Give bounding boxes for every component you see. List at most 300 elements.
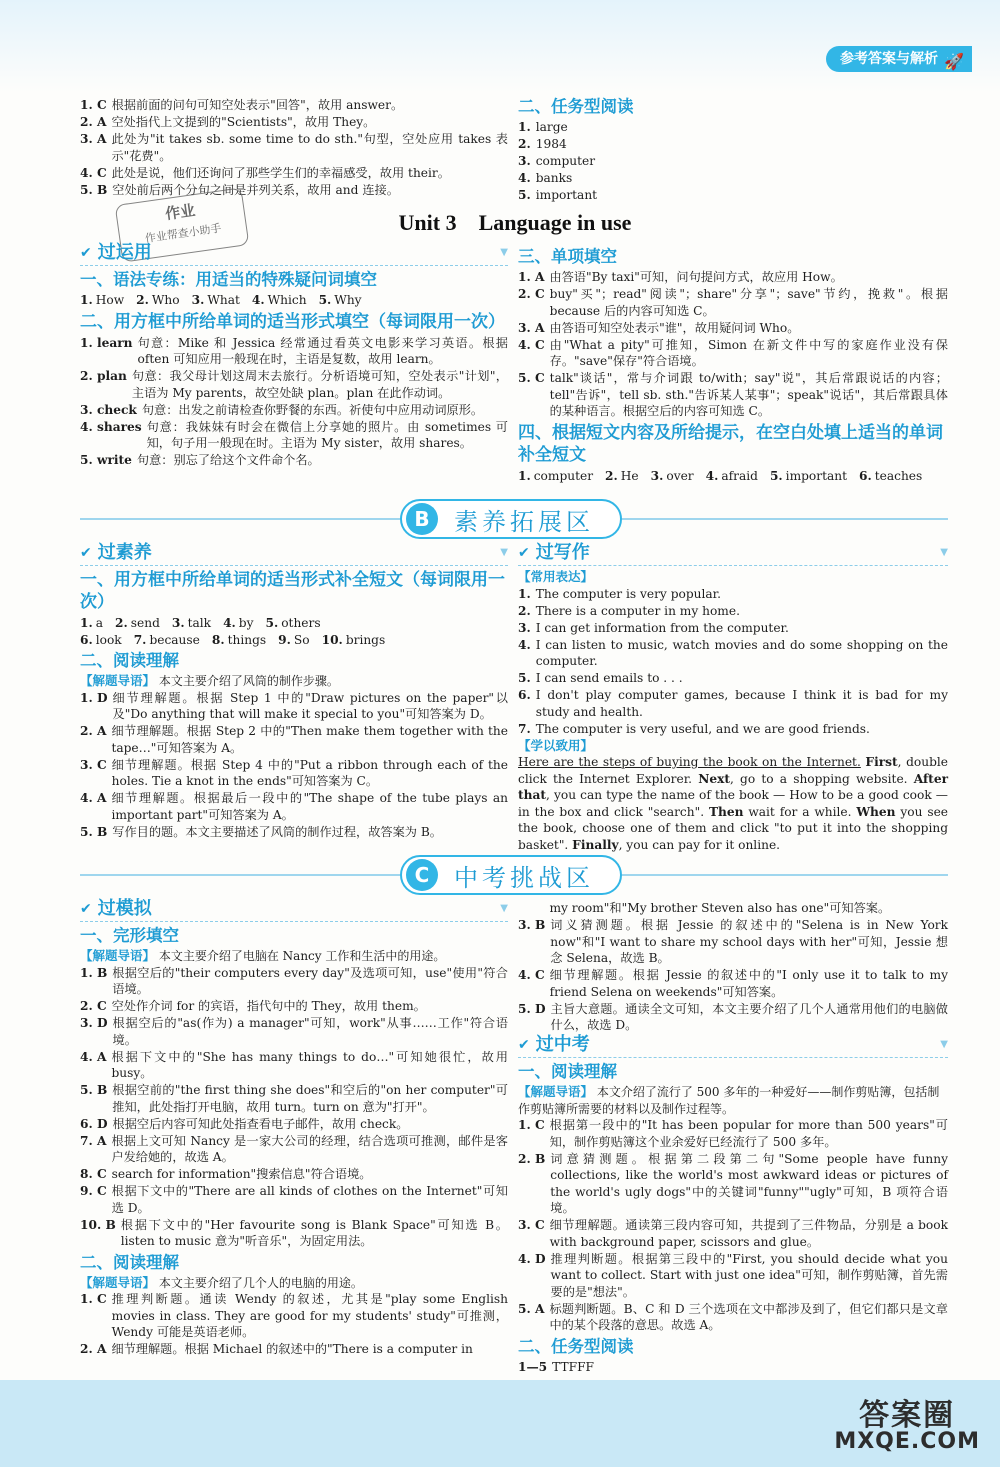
answer-text: brings xyxy=(345,632,386,647)
essay-text: , you can type the name of the book — How to be a good cook — in the box and click "search". xyxy=(518,788,948,819)
answer-text: I can send emails to . . . xyxy=(535,671,683,685)
essay-transition-word: Next xyxy=(698,771,731,786)
task-reading-title: 二、任务型阅读 xyxy=(518,97,634,116)
answer-item xyxy=(80,1049,508,1082)
answer-text: 空处作介词 for 的宾语，指代句中的 They，故用 them。 xyxy=(111,999,426,1013)
guide-text: 本文介绍了流行了 500 多年的一种爱好——制作剪贴簿，包括制作剪贴簿所需要的材料以及制作过程等。 xyxy=(518,1085,940,1116)
answer-number: 1. learn xyxy=(80,335,133,350)
inline-answer xyxy=(115,616,160,630)
answer-item xyxy=(80,97,508,114)
inline-answer xyxy=(319,293,362,307)
inline-answer xyxy=(651,469,694,483)
answer-item xyxy=(518,286,948,319)
answer-text: 根据空前的"the first thing she does"和空后的"on her computer"可推知，此处指打开电脑，故用 turn。turn on 意为"打开"。 xyxy=(112,1083,508,1114)
answer-text: 推理判断题。通读 Wendy 的叙述，尤其是"play some English movies in class. They are good for my students' study"可推测，Wendy 可能是英语老师。 xyxy=(111,1292,508,1339)
answer-item xyxy=(80,131,508,164)
answer-item xyxy=(80,1082,508,1115)
continued-answer xyxy=(518,900,948,917)
zone-b-label: 素养拓展区 xyxy=(454,507,594,536)
answer-number: 5. B xyxy=(80,1083,108,1097)
answer-text: because xyxy=(149,632,200,647)
answer-text: 根据下文中的"She has many things to do…"可知她很忙，故用 busy。 xyxy=(111,1049,508,1080)
check-icon: ✔ xyxy=(80,545,92,562)
answer-item xyxy=(80,182,508,199)
answer-number: 2. xyxy=(136,293,149,307)
answer-item xyxy=(518,620,948,637)
answer-item xyxy=(80,824,508,841)
zone-b-line-right xyxy=(622,518,948,520)
answer-item xyxy=(80,1166,508,1183)
answer-item xyxy=(518,370,948,420)
answer-text: 空处指代上文提到的"Scientists"，故用 They。 xyxy=(111,115,376,129)
answer-number: 7. xyxy=(133,632,147,647)
answer-number: 7. xyxy=(518,721,531,736)
answer-number: 5. C xyxy=(518,371,545,385)
answer-item xyxy=(518,687,948,720)
answer-text: banks xyxy=(535,171,573,185)
answer-number: 1. C xyxy=(518,1118,545,1132)
answer-number: 5. B xyxy=(80,182,108,197)
inline-answer xyxy=(252,293,307,307)
inline-answer xyxy=(859,469,922,483)
zone-c-banner xyxy=(400,855,622,895)
answer-text: 细节理解题。根据 Jessie 的叙述中的"I only use it to talk to my friend Selena on weekends"可知答案。 xyxy=(549,968,948,999)
essay-text: , go to a shopping website. xyxy=(730,771,914,786)
answer-number: 5. xyxy=(265,616,279,630)
passage-fill-title: 四、根据短文内容及所给提示，在空白处填上适当的单词补全短文 xyxy=(518,422,943,465)
answer-text: There is a computer in my home. xyxy=(535,603,740,618)
guide-text: 本文主要介绍了电脑在 Nancy 工作和生活中的用途。 xyxy=(158,949,446,963)
answer-text: 此处为"it takes sb. some time to do sth."句型，空处应用 takes 表示"花费"。 xyxy=(111,132,508,163)
answer-item xyxy=(80,723,508,756)
answer-text: 句意：别忘了给这个文件命个名。 xyxy=(136,453,320,467)
model-essay xyxy=(518,754,948,853)
guozhongkao-head xyxy=(518,1034,948,1058)
exam-reading-title: 一、阅读理解 xyxy=(518,1062,617,1081)
cloze-guide xyxy=(80,948,508,965)
answer-text: 根据下文中的"Her favourite song is Blank Space"可知选 B。listen to music 意为"听音乐"，为固定用法。 xyxy=(120,1217,508,1248)
answer-text: 句意：我父母计划这周末去旅行。分析语境可知，空处表示"计划"，主语为 My parents，故空处缺 plan。plan 在此作动词。 xyxy=(131,369,508,400)
answer-text: Which xyxy=(267,293,307,307)
guoxiezuo-head xyxy=(518,542,948,566)
answer-text: a xyxy=(95,616,104,630)
reading-guide xyxy=(80,673,508,690)
answer-number: 6. xyxy=(859,468,872,483)
answer-text: things xyxy=(227,632,267,647)
zone-c-line-right xyxy=(622,874,948,876)
answer-number: 3. C xyxy=(80,757,107,772)
answer-text: send xyxy=(130,616,160,630)
answer-text: Who xyxy=(151,293,180,307)
answer-text: look xyxy=(95,632,122,647)
chevron-down-icon: ▼ xyxy=(940,1039,948,1051)
answer-item xyxy=(80,452,508,469)
answer-item xyxy=(80,1217,508,1250)
answer-text: How xyxy=(95,293,125,307)
essay-transition-word: Finally xyxy=(572,837,619,852)
answer-number: 1. xyxy=(518,120,531,134)
inline-answer xyxy=(172,616,211,630)
inline-answer xyxy=(80,616,103,630)
answer-item xyxy=(518,1301,948,1334)
answer-number: 4. D xyxy=(518,1251,546,1266)
answer-number: 2. xyxy=(518,603,531,618)
answer-text: 细节理解题。根据 Step 2 中的"Then make them together with the tape…"可知答案为 A。 xyxy=(111,724,508,755)
answer-text: 根据下文中的"There are all kinds of clothes on the Internet"可知选 D。 xyxy=(111,1184,508,1215)
answer-item xyxy=(518,320,948,337)
answer-item xyxy=(518,586,948,603)
top-left-answers xyxy=(80,97,508,199)
answer-text: 句意：我妹妹有时会在微信上分享她的照片。由 sometimes 可知，句子用一般现在时。主语为 My sister，故用 shares。 xyxy=(146,419,508,450)
guosuyang-label: 过素养 xyxy=(97,542,152,564)
answer-number: 5. write xyxy=(80,453,132,467)
inline-answer xyxy=(706,469,758,483)
essay-transition-word: First xyxy=(865,755,898,769)
inline-answer xyxy=(265,616,320,630)
answer-number: 4. C xyxy=(518,337,545,352)
answer-text: 细节理解题。通读第三段内容可知，共提到了三件物品，分别是 a book with background paper, scissors and glue。 xyxy=(549,1218,948,1249)
answer-item xyxy=(518,967,948,1000)
answer-item xyxy=(518,721,948,738)
answer-text: So xyxy=(293,632,310,647)
answer-item xyxy=(80,1015,508,1048)
answer-text: 细节理解题。根据 Step 1 中的"Draw pictures on the paper"以及"Do anything that will make it special to you"可知答案为 D。 xyxy=(112,690,508,721)
answer-text: I can get information from the computer. xyxy=(535,620,789,635)
inline-answer xyxy=(136,293,179,307)
answer-number: 2. A xyxy=(80,724,107,738)
answer-number: 5. xyxy=(518,188,531,202)
guozhongkao-label: 过中考 xyxy=(535,1034,590,1056)
answer-number: 7. A xyxy=(80,1133,107,1148)
zone-b-banner xyxy=(400,499,622,539)
chevron-down-icon: ▼ xyxy=(500,247,508,259)
answer-text: 细节理解题。根据最后一段中的"The shape of the tube plays an important part"可知答案为 A。 xyxy=(111,791,508,822)
answer-number: 9. xyxy=(278,632,291,647)
top-right-task-reading xyxy=(518,94,948,204)
check-icon: ✔ xyxy=(80,901,92,918)
answer-number: 6. D xyxy=(80,1116,108,1131)
answer-text: 根据第一段中的"It has been popular for more than 500 years"可知，制作剪贴簿这个业余爱好已经流行了 500 多年。 xyxy=(549,1118,948,1149)
answer-number: 10. B xyxy=(80,1217,116,1232)
answer-number: 2. C xyxy=(80,999,107,1013)
inline-answer xyxy=(322,633,386,647)
zone-b-line-left xyxy=(80,518,400,520)
answer-text: The computer is very popular. xyxy=(535,586,722,601)
answer-text: 词意猜测题。根据第二段第二句"Some people have funny collections, like the world's most awkward ideas or pictures of the world's ugly dogs"中的关键词"funny""ugly"可知，B 项符合语境。 xyxy=(550,1151,948,1215)
guoxiezuo-label: 过写作 xyxy=(535,542,590,564)
guide-text: 本文主要介绍了几个人的电脑的用途。 xyxy=(158,1275,363,1290)
cloze-box-answers-row1 xyxy=(80,615,508,632)
answer-item xyxy=(80,165,508,182)
answer-text: talk"谈话"，常与介词跟 to/with；say"说"，其后常跟说话的内容；tell"告诉"，tell sb. sth."告诉某人某事"；speak"说话"，其后常跟具体的某种语言。根据空后的内容可知选 C。 xyxy=(549,371,948,418)
answer-item xyxy=(518,670,948,687)
answer-text: The computer is very useful, and we are good friends. xyxy=(535,721,870,736)
answer-number: 1. C xyxy=(80,98,107,112)
answer-text: over xyxy=(666,468,694,483)
right-mid-section xyxy=(518,244,948,484)
answer-item xyxy=(80,1116,508,1133)
guomoni-section xyxy=(80,898,508,1358)
essay-text: wait for a while. xyxy=(743,804,857,819)
answer-item xyxy=(80,757,508,790)
essay-transition-word: When xyxy=(856,804,896,819)
answer-number: 2. C xyxy=(518,287,545,301)
answer-text: 根据空后的"as(作为) a manager"可知，work"从事……工作"符合语境。 xyxy=(112,1016,508,1047)
answer-number: 2. xyxy=(115,616,128,630)
answer-number: 4. xyxy=(518,637,531,652)
answer-text: talk xyxy=(187,616,212,630)
answer-number: 3. check xyxy=(80,402,137,417)
answer-text: 根据上文可知 Nancy 是一家大公司的经理，结合选项可推测，邮件是客户发给她的，故选 A。 xyxy=(111,1133,508,1164)
essay-first-sentence: Here are the steps of buying the book on the Internet. xyxy=(518,755,861,769)
answer-text: 根据空后内容可知此处指查看电子邮件，故用 check。 xyxy=(112,1116,409,1131)
answer-text: 空处前后两个分句之间是并列关系，故用 and 连接。 xyxy=(112,182,399,197)
rocket-icon: 🚀 xyxy=(944,52,964,71)
answer-text: I don't play computer games, because I think it is bad for my study and health. xyxy=(535,688,948,719)
answer-number: 9. C xyxy=(80,1184,107,1198)
guide-label: 【解题导语】 xyxy=(80,948,156,963)
answer-item xyxy=(518,119,948,136)
word-form-title: 二、用方框中所给单词的适当形式填空（每词限用一次） xyxy=(80,311,505,332)
answer-number: 1. A xyxy=(518,270,545,284)
guosuyang-section xyxy=(80,542,508,841)
answer-item xyxy=(518,637,948,670)
answer-text: 细节理解题。根据 Step 4 中的"Put a ribbon through each of the holes. Tie a knot in the ends"可知答案为 C。 xyxy=(111,757,508,788)
watermark-line-1: 答案圈 xyxy=(859,1398,956,1433)
answer-section-tag xyxy=(826,46,972,72)
answer-section-label: 参考答案与解析 xyxy=(840,51,938,67)
answer-text: 词义猜测题。根据 Jessie 的叙述中的"Selena is in New York now"和"I want to share my school days with her"可知，Jessie 想念 Selena，故选 B。 xyxy=(550,918,948,965)
answer-text: others xyxy=(281,616,321,630)
stamp-line-2: 作业帮查小助手 xyxy=(144,221,223,246)
answer-item xyxy=(80,1133,508,1166)
answer-text: 句意：出发之前请检查你野餐的东西。祈使句中应用动词原形。 xyxy=(141,402,484,417)
essay-text: you see the book, choose one of them and click "to put it into the shopping basket". xyxy=(518,804,949,852)
answer-item xyxy=(518,603,948,620)
stamp-line-1: 作业 xyxy=(164,201,197,224)
answer-item xyxy=(80,965,508,998)
check-icon: ✔ xyxy=(518,545,530,562)
inline-answer xyxy=(278,633,309,647)
answer-text: important xyxy=(785,468,848,483)
answer-number: 3. xyxy=(191,293,205,307)
answer-number: 3. xyxy=(518,154,531,168)
answer-item xyxy=(80,790,508,823)
answer-number: 3. xyxy=(518,620,531,635)
exam-task-answer xyxy=(518,1359,948,1376)
answer-number: 1. B xyxy=(80,965,108,980)
answer-number: 3. D xyxy=(80,1016,108,1030)
inline-answer xyxy=(605,469,639,483)
answer-number: 4. xyxy=(251,293,265,307)
answer-text: search for information"搜索信息"符合语境。 xyxy=(111,1167,372,1181)
reading2-title: 二、阅读理解 xyxy=(80,1252,179,1272)
answer-number: 5. A xyxy=(518,1301,545,1316)
guomoni-label: 过模拟 xyxy=(97,898,152,920)
inline-answer xyxy=(518,469,593,483)
answer-number: 8. xyxy=(211,632,225,647)
answer-number: 2. xyxy=(518,137,531,151)
answer-text: 此处是说，他们还询问了那些学生们的幸福感受，故用 their。 xyxy=(111,165,450,180)
unit-title: Unit 3 Language in use xyxy=(398,210,632,235)
answer-item xyxy=(80,690,508,723)
answer-number: 5. D xyxy=(518,1001,546,1016)
answer-item xyxy=(518,136,948,153)
grammar-answers xyxy=(80,292,508,309)
answer-number: 1. xyxy=(518,586,531,601)
guoxiezuo-section xyxy=(518,542,948,854)
passage-fill-answers xyxy=(518,468,948,485)
answer-number: 4. C xyxy=(518,968,545,982)
chevron-down-icon: ▼ xyxy=(500,547,508,559)
answer-text: teaches xyxy=(874,468,923,483)
answer-text: computer xyxy=(535,154,596,168)
watermark-line-2: MXQE.COM xyxy=(834,1429,980,1454)
answer-number: 1. D xyxy=(80,690,108,705)
answer-number: 1. xyxy=(80,293,93,307)
answer-number: 5. xyxy=(318,293,332,307)
answer-number: 2. B xyxy=(518,1151,546,1166)
answer-number: 1. xyxy=(80,616,93,630)
answer-number: 4. A xyxy=(80,1049,107,1064)
answer-number: 3. B xyxy=(518,918,546,932)
zone-b-badge: B xyxy=(406,503,438,535)
answer-text: 由"What a pity"可推知，Simon 在新文件中写的家庭作业没有保存。"save"保存"符合语境。 xyxy=(549,337,948,368)
answer-item xyxy=(518,1151,948,1217)
answer-number: 1. xyxy=(518,468,531,483)
answer-number: 4. xyxy=(705,468,719,483)
answer-text: I can listen to music, watch movies and do some shopping on the computer. xyxy=(535,637,948,668)
answer-number: 3. A xyxy=(80,132,107,146)
answer-item xyxy=(518,917,948,967)
bottom-band xyxy=(0,1380,1000,1467)
zone-c-label: 中考挑战区 xyxy=(454,863,594,892)
answer-number: 2. A xyxy=(80,115,107,129)
answer-text: by xyxy=(238,616,254,630)
answer-text: TTFFF xyxy=(552,1359,595,1374)
right-bottom-section xyxy=(518,900,948,1376)
answer-item xyxy=(518,1117,948,1150)
check-icon: ✔ xyxy=(80,245,92,262)
guomoni-head xyxy=(80,898,508,922)
check-icon: ✔ xyxy=(518,1037,530,1054)
apply-label: 【学以致用】 xyxy=(518,737,594,753)
answer-text: 句意：Mike 和 Jessica 经常通过看英文电影来学习英语。根据 often 可知应用一般现在时，主语是复数，故用 learn。 xyxy=(137,335,508,366)
common-expressions-label: 【常用表达】 xyxy=(518,569,594,584)
essay-transition-word: After that xyxy=(518,771,948,802)
answer-item xyxy=(80,1341,508,1358)
answer-number: 1. C xyxy=(80,1292,107,1306)
answer-text: important xyxy=(535,188,598,202)
answer-number: 6. xyxy=(518,688,531,702)
guosuyang-head xyxy=(80,542,508,566)
guide-label: 【解题导语】 xyxy=(80,1274,156,1290)
inline-answer xyxy=(80,633,122,647)
answer-text: afraid xyxy=(721,468,758,483)
guide-text: 本文主要介绍了风筒的制作步骤。 xyxy=(158,674,339,688)
answer-number: 3. C xyxy=(518,1218,545,1232)
guide-label: 【解题导语】 xyxy=(518,1084,594,1099)
answer-number: 1—5 xyxy=(518,1359,548,1374)
answer-text: 1984 xyxy=(535,137,567,151)
answer-item xyxy=(80,335,508,368)
answer-text: 根据空后的"their computers every day"及选项可知，use"使用"符合语境。 xyxy=(112,965,508,996)
answer-text: What xyxy=(207,293,240,307)
answer-number: 5. xyxy=(518,671,531,685)
answer-text: 由答语"By taxi"可知，问句提问方式，故应用 How。 xyxy=(549,270,843,284)
cloze-box-answers-row2 xyxy=(80,632,508,649)
answer-item xyxy=(518,153,948,170)
cloze-box-title: 一、用方框中所给单词的适当形式补全短文（每词限用一次） xyxy=(80,570,505,612)
answer-number: 2. xyxy=(605,468,618,483)
answer-item xyxy=(80,998,508,1015)
answer-text: 根据前面的问句可知空处表示"回答"，故用 answer。 xyxy=(111,98,404,112)
guide-label: 【解题导语】 xyxy=(80,673,156,688)
answer-number: 6. xyxy=(80,632,93,647)
continued-text: my room"和"My brother Steven also has one"可知答案。 xyxy=(549,901,891,915)
inline-answer xyxy=(212,633,266,647)
answer-text: large xyxy=(535,120,568,134)
chevron-down-icon: ▼ xyxy=(940,547,948,559)
answer-number: 4. C xyxy=(80,165,107,180)
answer-item xyxy=(80,419,508,452)
answer-text: 细节理解题。根据 Michael 的叙述中的"There is a computer in xyxy=(111,1342,473,1356)
exam-reading-guide xyxy=(518,1084,948,1117)
inline-answer xyxy=(223,616,253,630)
inline-answer xyxy=(80,293,124,307)
answer-number: 4. A xyxy=(80,791,107,805)
answer-number: 8. C xyxy=(80,1167,107,1181)
answer-item xyxy=(518,1251,948,1301)
reading2-guide xyxy=(80,1275,508,1292)
answer-item xyxy=(80,368,508,401)
chevron-down-icon: ▼ xyxy=(500,903,508,915)
answer-number: 2. plan xyxy=(80,369,127,383)
answer-item xyxy=(80,402,508,419)
guoyunyong-head xyxy=(80,242,508,266)
site-watermark xyxy=(834,1398,980,1454)
answer-item xyxy=(518,170,948,187)
answer-item xyxy=(80,1183,508,1216)
essay-text: , double click the Internet Explorer. xyxy=(518,755,948,786)
cloze-title: 一、完形填空 xyxy=(80,926,179,945)
answer-item xyxy=(518,187,948,204)
answer-text: He xyxy=(620,468,639,483)
answer-text: 推理判断题。根据第三段中的"First, you should decide what you want to collect. Start with just one idea"可知，制作剪贴簿，首先需要的是"想法"。 xyxy=(550,1251,948,1299)
exam-task-title: 二、任务型阅读 xyxy=(518,1336,634,1356)
single-choice-title: 三、单项填空 xyxy=(518,247,617,266)
answer-text: Why xyxy=(334,293,362,307)
answer-item xyxy=(80,1291,508,1341)
answer-number: 2. A xyxy=(80,1342,107,1356)
answer-text: 由答语可知空处表示"谁"，故用疑问词 Who。 xyxy=(549,320,800,335)
answer-number: 10. xyxy=(321,632,343,647)
answer-number: 3. xyxy=(650,468,664,483)
answer-item xyxy=(518,1217,948,1250)
grammar-title: 一、语法专练：用适当的特殊疑问词填空 xyxy=(80,270,377,289)
inline-answer xyxy=(134,633,200,647)
answer-number: 3. xyxy=(171,616,185,630)
zone-c-line-left xyxy=(80,874,400,876)
essay-text: , you can pay for it online. xyxy=(618,837,781,852)
guoyunyong-section xyxy=(80,242,508,469)
reading-title: 二、阅读理解 xyxy=(80,651,179,670)
answer-number: 4. xyxy=(518,171,531,185)
answer-item xyxy=(518,269,948,286)
answer-text: 标题判断题。B、C 和 D 三个选项在文中都涉及到了，但它们都只是文章中的某个段落的意思。故选 A。 xyxy=(549,1301,948,1332)
inline-answer xyxy=(770,469,847,483)
answer-number: 4. shares xyxy=(80,419,142,434)
